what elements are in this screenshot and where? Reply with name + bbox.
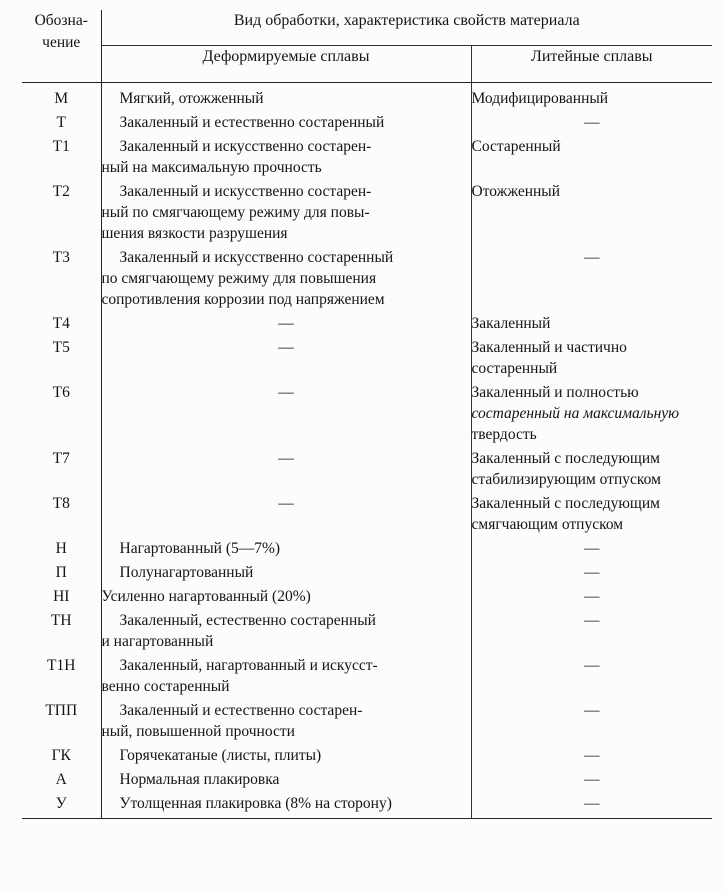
deformable-cell [101, 790, 471, 819]
deformable-cell: Усиленно нагартованный (20%) [101, 583, 471, 607]
deformable-text-multiline [102, 702, 363, 740]
code-cell: Т3 [22, 244, 101, 310]
table-row [22, 133, 712, 178]
cast-cell: — [584, 747, 600, 764]
text-line: и нагартованный [101, 633, 214, 650]
deformable-text: Мягкий, отожженный [119, 90, 264, 107]
deformable-cell [101, 607, 471, 652]
deformable-cell [101, 766, 471, 790]
table-row [22, 490, 712, 535]
text-line: Закаленный и искусственно состарен- [119, 183, 372, 200]
deformable-text: Горячекатаные (листы, плиты) [119, 747, 322, 764]
deformable-text-multiline [102, 183, 372, 242]
deformable-cell: — [101, 490, 471, 535]
cast-cell [471, 445, 712, 490]
cast-cell: — [584, 564, 600, 581]
table-row [22, 607, 712, 652]
text-line: стабилизирующим отпуском [471, 471, 661, 488]
deformable-cell: — [101, 334, 471, 379]
code-cell: Т1 [22, 133, 101, 178]
table-row [22, 244, 712, 310]
deformable-text: Утолщенная плакировка (8% на сторону) [119, 795, 392, 812]
table-row [22, 583, 712, 607]
table-row [22, 310, 712, 334]
code-cell: Т6 [22, 379, 101, 445]
deformable-text: Нагартованный (5—7%) [119, 540, 281, 557]
deformable-cell [101, 178, 471, 244]
code-cell: Т1Н [22, 652, 101, 697]
cast-cell [471, 490, 712, 535]
code-cell: Т5 [22, 334, 101, 379]
cast-cell: Состаренный [471, 138, 561, 155]
text-line: по смягчающему режиму для повышения [101, 270, 377, 287]
deformable-cell: — [101, 310, 471, 334]
deformable-text: Полунагартованный [119, 564, 254, 581]
text-line: ный, повышенной прочности [101, 723, 295, 740]
header-deformable: Деформируемые сплавы [101, 46, 471, 83]
text-line: шения вязкости разрушения [101, 225, 288, 242]
cast-cell: — [584, 612, 600, 629]
table-row [22, 83, 712, 110]
table-row [22, 742, 712, 766]
table-row [22, 652, 712, 697]
text-line: Закаленный с последующим [471, 495, 660, 512]
text-line: Закаленный и частично [471, 339, 627, 356]
deformable-text: Нормальная плакировка [119, 771, 280, 788]
cast-cell: — [584, 795, 600, 812]
deformable-text: Закаленный и естественно состаренный [119, 114, 385, 131]
code-cell: У [22, 790, 101, 819]
table-row [22, 178, 712, 244]
header-code-line-1: Обозна- [34, 12, 88, 29]
table-row [22, 766, 712, 790]
table-row [22, 445, 712, 490]
code-cell: Т4 [22, 310, 101, 334]
alloy-treatment-table [22, 10, 712, 819]
cast-cell: Закаленный [471, 315, 551, 332]
text-line: сопротивления коррозии под напряжением [101, 291, 385, 308]
code-cell: М [22, 83, 101, 110]
code-cell: Т2 [22, 178, 101, 244]
cast-cell: — [584, 657, 600, 674]
text-line: Закаленный и искусственно состарен- [119, 138, 372, 155]
deformable-text-multiline [102, 249, 394, 308]
cast-cell: Отожженный [471, 183, 561, 200]
text-line: Закаленный с последующим [471, 450, 660, 467]
deformable-cell: — [101, 445, 471, 490]
code-cell: НI [22, 583, 101, 607]
cast-cell [471, 334, 712, 379]
cast-cell: Модифицированный [471, 90, 609, 107]
cast-cell [471, 379, 712, 445]
code-cell: П [22, 559, 101, 583]
deformable-cell [101, 109, 471, 133]
cast-cell: — [584, 540, 600, 557]
text-line: Закаленный и естественно состарен- [119, 702, 363, 719]
deformable-cell [101, 133, 471, 178]
text-line: ный по смягчающему режиму для повы- [101, 204, 370, 221]
cast-cell: — [584, 702, 600, 719]
deformable-cell [101, 83, 471, 110]
code-cell: ТН [22, 607, 101, 652]
header-code-line-2: чение [42, 34, 81, 51]
code-cell: ГК [22, 742, 101, 766]
deformable-cell [101, 652, 471, 697]
cast-cell: — [584, 588, 600, 605]
deformable-cell [101, 742, 471, 766]
deformable-cell [101, 559, 471, 583]
code-cell: Т8 [22, 490, 101, 535]
cast-cell: — [584, 771, 600, 788]
deformable-text-multiline [102, 138, 372, 176]
table-row [22, 379, 712, 445]
table-row [22, 109, 712, 133]
header-cast: Литейные сплавы [471, 46, 712, 83]
text-line: состаренный на максимальную [471, 405, 680, 422]
text-line: твердость [471, 426, 537, 443]
code-cell: А [22, 766, 101, 790]
table-row [22, 559, 712, 583]
cast-cell: — [584, 114, 600, 131]
code-cell: Н [22, 535, 101, 559]
table-row [22, 790, 712, 819]
text-line: Закаленный и искусственно состаренный [119, 249, 394, 266]
text-line: Закаленный и полностью [471, 384, 639, 401]
text-line: Закаленный, естественно состаренный [119, 612, 376, 629]
deformable-cell [101, 697, 471, 742]
deformable-cell [101, 244, 471, 310]
table-row [22, 697, 712, 742]
text-line: венно состаренный [101, 678, 230, 695]
header-main: Вид обработки, характеристика свойств материала [101, 10, 712, 46]
table-row [22, 334, 712, 379]
text-line: состаренный [471, 360, 558, 377]
deformable-cell: — [101, 379, 471, 445]
code-cell: Т [22, 109, 101, 133]
cast-cell: — [584, 249, 600, 266]
deformable-text-multiline [102, 612, 376, 650]
text-line: смягчающим отпуском [471, 516, 624, 533]
code-cell: ТПП [22, 697, 101, 742]
deformable-text-multiline [102, 657, 378, 695]
header-code [22, 10, 101, 83]
text-line: Закаленный, нагартованный и искусст- [119, 657, 378, 674]
table-row [22, 535, 712, 559]
code-cell: Т7 [22, 445, 101, 490]
deformable-cell [101, 535, 471, 559]
text-line: ный на максимальную прочность [101, 159, 322, 176]
